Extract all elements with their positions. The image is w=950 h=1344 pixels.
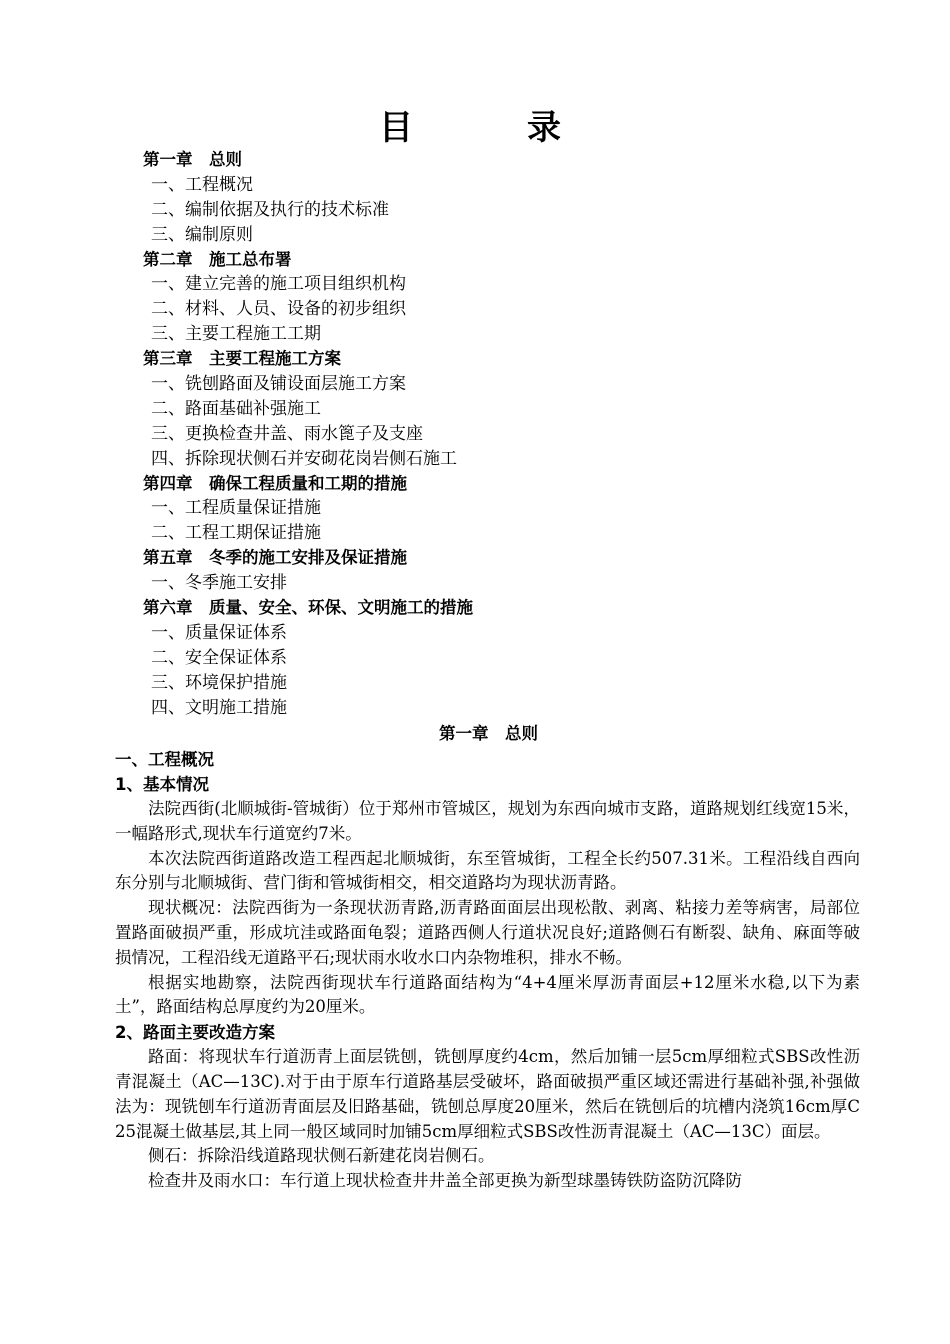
toc-item-entry: 一、工程质量保证措施 <box>151 498 321 519</box>
toc-chapter-entry: 第三章 主要工程施工方案 <box>143 349 341 369</box>
toc-item-entry: 四、文明施工措施 <box>151 697 287 718</box>
subsection-heading: 1、基本情况 <box>115 775 209 794</box>
table-of-contents <box>143 148 843 720</box>
toc-item-entry: 一、建立完善的施工项目组织机构 <box>151 274 406 295</box>
toc-item-entry: 四、拆除现状侧石并安砌花岗岩侧石施工 <box>151 448 457 469</box>
section-heading: 一、工程概况 <box>115 750 214 769</box>
toc-item-entry: 二、材料、人员、设备的初步组织 <box>151 299 406 320</box>
paragraph: 路面：将现状车行道沥青上面层铣刨，铣刨厚度约4cm，然后加铺一层5cm厚细粒式SBS改性沥青混凝土（AC—13C).对于由于原车行道路基层受破坏，路面破损严重区域还需进行基础补强,补强做法为：现铣刨车行道沥青面层及旧路基础，铣刨总厚度20厘米，然后在铣刨后的坑槽内浇筑16cm厚C25混凝土做基层,其上同一般区域同时加铺5cm厚细粒式SBS改性沥青混凝土（AC—13C）面层。 <box>115 1047 860 1141</box>
document-body <box>115 720 860 1194</box>
subsection-heading: 2、路面主要改造方案 <box>115 1023 275 1043</box>
paragraph: 侧石：拆除沿线道路现状侧石新建花岗岩侧石。 <box>148 1146 495 1166</box>
toc-chapter-entry: 第五章 冬季的施工安排及保证措施 <box>143 548 407 568</box>
paragraph: 本次法院西街道路改造工程西起北顺城街，东至管城街，工程全长约507.31米。工程沿线自西向东分别与北顺城街、营门街和管城街相交，相交道路均为现状沥青路。 <box>115 848 860 893</box>
toc-item-entry: 二、路面基础补强施工 <box>151 398 321 419</box>
paragraph: 检查井及雨水口：车行道上现状检查井井盖全部更换为新型球墨铸铁防盗防沉降防 <box>148 1171 742 1191</box>
toc-item-entry: 一、冬季施工安排 <box>151 573 287 594</box>
toc-chapter-entry: 第六章 质量、安全、环保、文明施工的措施 <box>143 598 473 618</box>
toc-chapter-entry: 第一章 总则 <box>143 150 242 169</box>
paragraph: 根据实地勘察，法院西街现状车行道路面结构为“4+4厘米厚沥青面层+12厘米水稳,以下为素土”，路面结构总厚度约为20厘米。 <box>115 972 860 1017</box>
toc-item-entry: 一、质量保证体系 <box>151 622 287 643</box>
toc-item-entry: 三、环境保护措施 <box>151 672 287 693</box>
toc-item-entry: 三、更换检查井盖、雨水篦子及支座 <box>151 423 423 444</box>
toc-title: 目 录 <box>379 108 601 148</box>
toc-item-entry: 三、主要工程施工工期 <box>151 324 321 345</box>
toc-chapter-entry: 第二章 施工总布署 <box>143 249 292 269</box>
toc-item-entry: 一、铣刨路面及铺设面层施工方案 <box>151 374 406 395</box>
toc-item-entry: 二、安全保证体系 <box>151 647 287 668</box>
toc-item-entry: 二、工程工期保证措施 <box>151 523 321 544</box>
toc-chapter-entry: 第四章 确保工程质量和工期的措施 <box>143 473 407 493</box>
toc-item-entry: 一、工程概况 <box>151 174 253 195</box>
paragraph: 法院西街(北顺城街-管城街）位于郑州市管城区，规划为东西向城市支路，道路规划红线宽15米，一幅路形式,现状车行道宽约7米。 <box>115 799 860 843</box>
toc-item-entry: 二、编制依据及执行的技术标准 <box>151 199 389 220</box>
toc-item-entry: 三、编制原则 <box>151 224 253 245</box>
chapter-heading: 第一章 总则 <box>439 724 538 743</box>
paragraph: 现状概况：法院西街为一条现状沥青路,沥青路面面层出现松散、剥离、粘接力差等病害，局部位置路面破损严重，形成坑洼或路面龟裂；道路西侧人行道状况良好;道路侧石有断裂、缺角、麻面等破损情况，工程沿线无道路平石;现状雨水收水口内杂物堆积，排水不畅。 <box>115 898 860 967</box>
